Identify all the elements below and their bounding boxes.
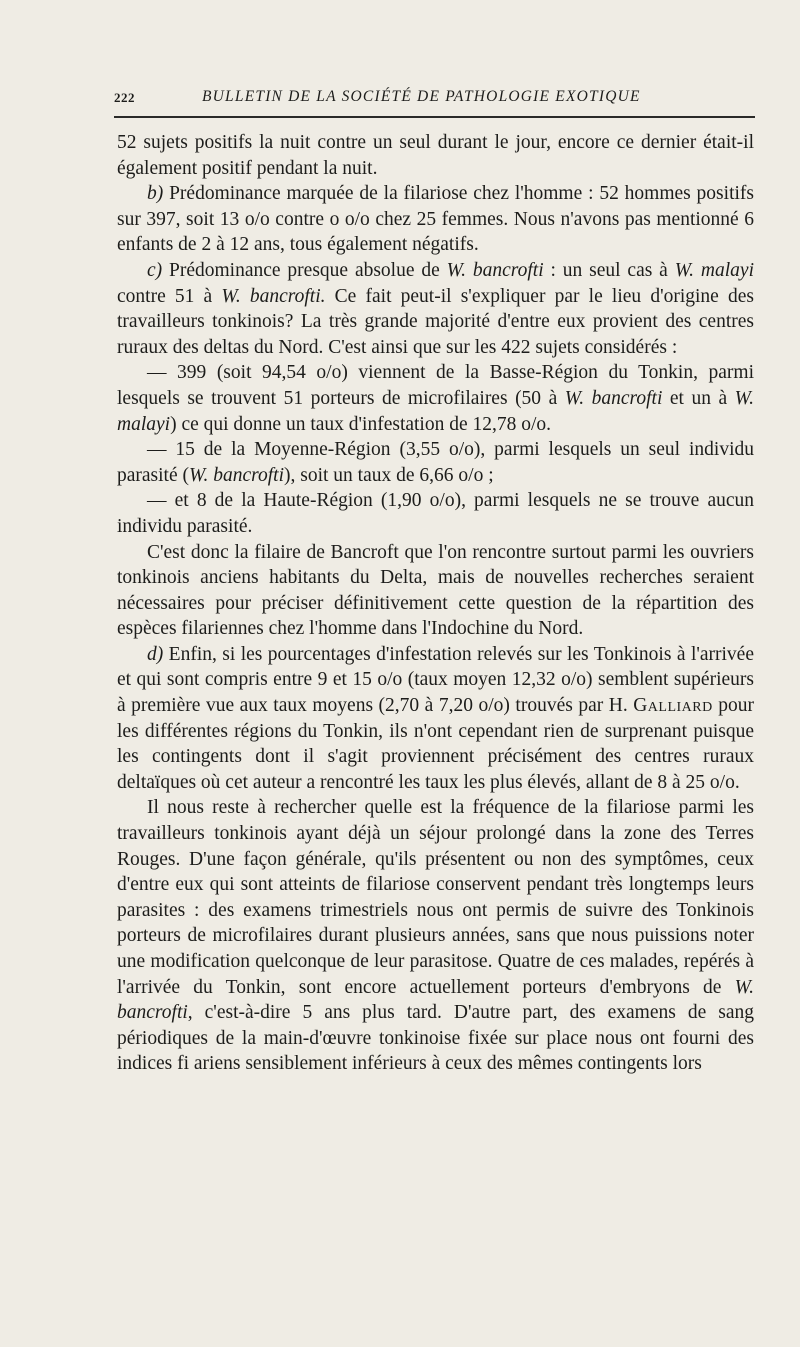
paragraph-c (117, 258, 754, 360)
paragraph-text: — 15 de la Moyenne-Région (3,55 o/o), parmi lesquels un seul individu parasité ( (117, 439, 754, 486)
header-rule (114, 116, 755, 118)
paragraph-1 (117, 130, 754, 181)
paragraph-text: et un à (662, 387, 735, 409)
species-name: W. bancrofti (446, 259, 544, 281)
paragraph-d (117, 642, 754, 796)
paragraph-text: ) ce qui donne un taux d'infestation de 12,78 o/o. (170, 413, 552, 435)
list-item-haute-region (117, 488, 754, 539)
author-name: Galliard (633, 695, 713, 717)
running-title: BULLETIN DE LA SOCIÉTÉ DE PATHOLOGIE EXOTIQUE (202, 88, 641, 105)
item-label: c) (147, 259, 163, 281)
paragraph-text: : un seul cas à (543, 259, 675, 281)
body-text (117, 130, 754, 1077)
paragraph-frequency (117, 795, 754, 1077)
page-header (114, 84, 754, 114)
paragraph-text: 52 sujets positifs la nuit contre un seul durant le jour, encore ce dernier était-il également positif pendant la nuit. (117, 132, 754, 179)
species-name: W. bancrofti (564, 387, 663, 409)
paragraph-text: Prédominance presque absolue de (162, 259, 447, 281)
paragraph-text: Ce fait peut-il s'expliquer par le lieu d'origine des travailleurs tonkinois? La très grande majorité d'entre eux provient des centres ruraux des deltas du Nord. C'est ainsi que sur les 422 sujets considérés : (117, 285, 754, 358)
paragraph-text: Prédominance marquée de la filariose chez l'homme : 52 hommes positifs sur 397, soit 13 o/o contre o o/o chez 25 femmes. Nous n'avons pas mentionné 6 enfants de 2 à 12 ans, tous également négatifs. (117, 183, 754, 256)
species-name: W. bancrofti (117, 976, 754, 1024)
item-label: d) (147, 643, 164, 665)
species-name: W. malayi (117, 387, 754, 435)
paragraph-text: contre 51 à (117, 285, 222, 307)
species-name: W. bancrofti. (221, 285, 326, 307)
page-number: 222 (114, 90, 135, 105)
species-name: W. bancrofti (189, 464, 284, 486)
list-item-basse-region (117, 360, 754, 437)
paragraph-text: — 399 (soit 94,54 o/o) viennent de la Basse-Région du Tonkin, parmi lesquels se trouvent 51 porteurs de microfilaires (50 à (117, 362, 754, 409)
item-label: b) (147, 183, 164, 205)
paragraph-text: Il nous reste à rechercher quelle est la fréquence de la filariose parmi les travailleurs tonkinois ayant déjà un séjour prolongé dans la zone des Terres Rouges. D'une façon générale, qu'ils présentent ou non des symptômes, ceux d'entre eux qui sont atteints de filariose conservent pendant très longtemps leurs parasites : des examens trimestriels nous ont permis de suivre des Tonkinois porteurs de microfilaires durant plusieurs années, sans que nous puissions noter une modification quelconque de leur parasitose. Quatre de ces malades, repérés à l'arrivée du Tonkin, sont encore actuellement porteurs d'embryons de (117, 797, 754, 998)
paragraph-text: pour les différentes régions du Tonkin, ils n'ont cependant rien de surprenant puisque les contingents dont il s'agit proviennent précisément des centres ruraux deltaïques où cet auteur a rencontré les taux les plus élevés, allant de 8 à 25 o/o. (117, 695, 754, 793)
paragraph-text: Enfin, si les pourcentages d'infestation relevés sur les Tonkinois à l'arrivée et qui sont compris entre 9 et 15 o/o (taux moyen 12,32 o/o) semblent supérieurs à première vue aux taux moyens (2,70 à 7,20 o/o) trouvés par H. (117, 643, 754, 717)
paragraph-b (117, 181, 754, 258)
paragraph-text: — et 8 de la Haute-Région (1,90 o/o), parmi lesquels ne se trouve aucun individu parasité. (117, 490, 754, 537)
paragraph-bancroft (117, 540, 754, 642)
list-item-moyenne-region (117, 437, 754, 488)
paragraph-text: , c'est-à-dire 5 ans plus tard. D'autre part, des examens de sang périodiques de la main-d'œuvre tonkinoise fixée sur place nous ont fourni des indices fi ariens sensiblement inférieurs à ceux des mêmes contingents lors (117, 1002, 754, 1075)
paragraph-text: C'est donc la filaire de Bancroft que l'on rencontre surtout parmi les ouvriers tonkinois anciens habitants du Delta, mais de nouvelles recherches seraient nécessaires pour préciser définitivement cette question de la répartition des espèces filariennes chez l'homme dans l'Indochine du Nord. (117, 541, 754, 640)
paragraph-text: ), soit un taux de 6,66 o/o ; (284, 464, 494, 486)
species-name: W. malayi (674, 259, 754, 281)
